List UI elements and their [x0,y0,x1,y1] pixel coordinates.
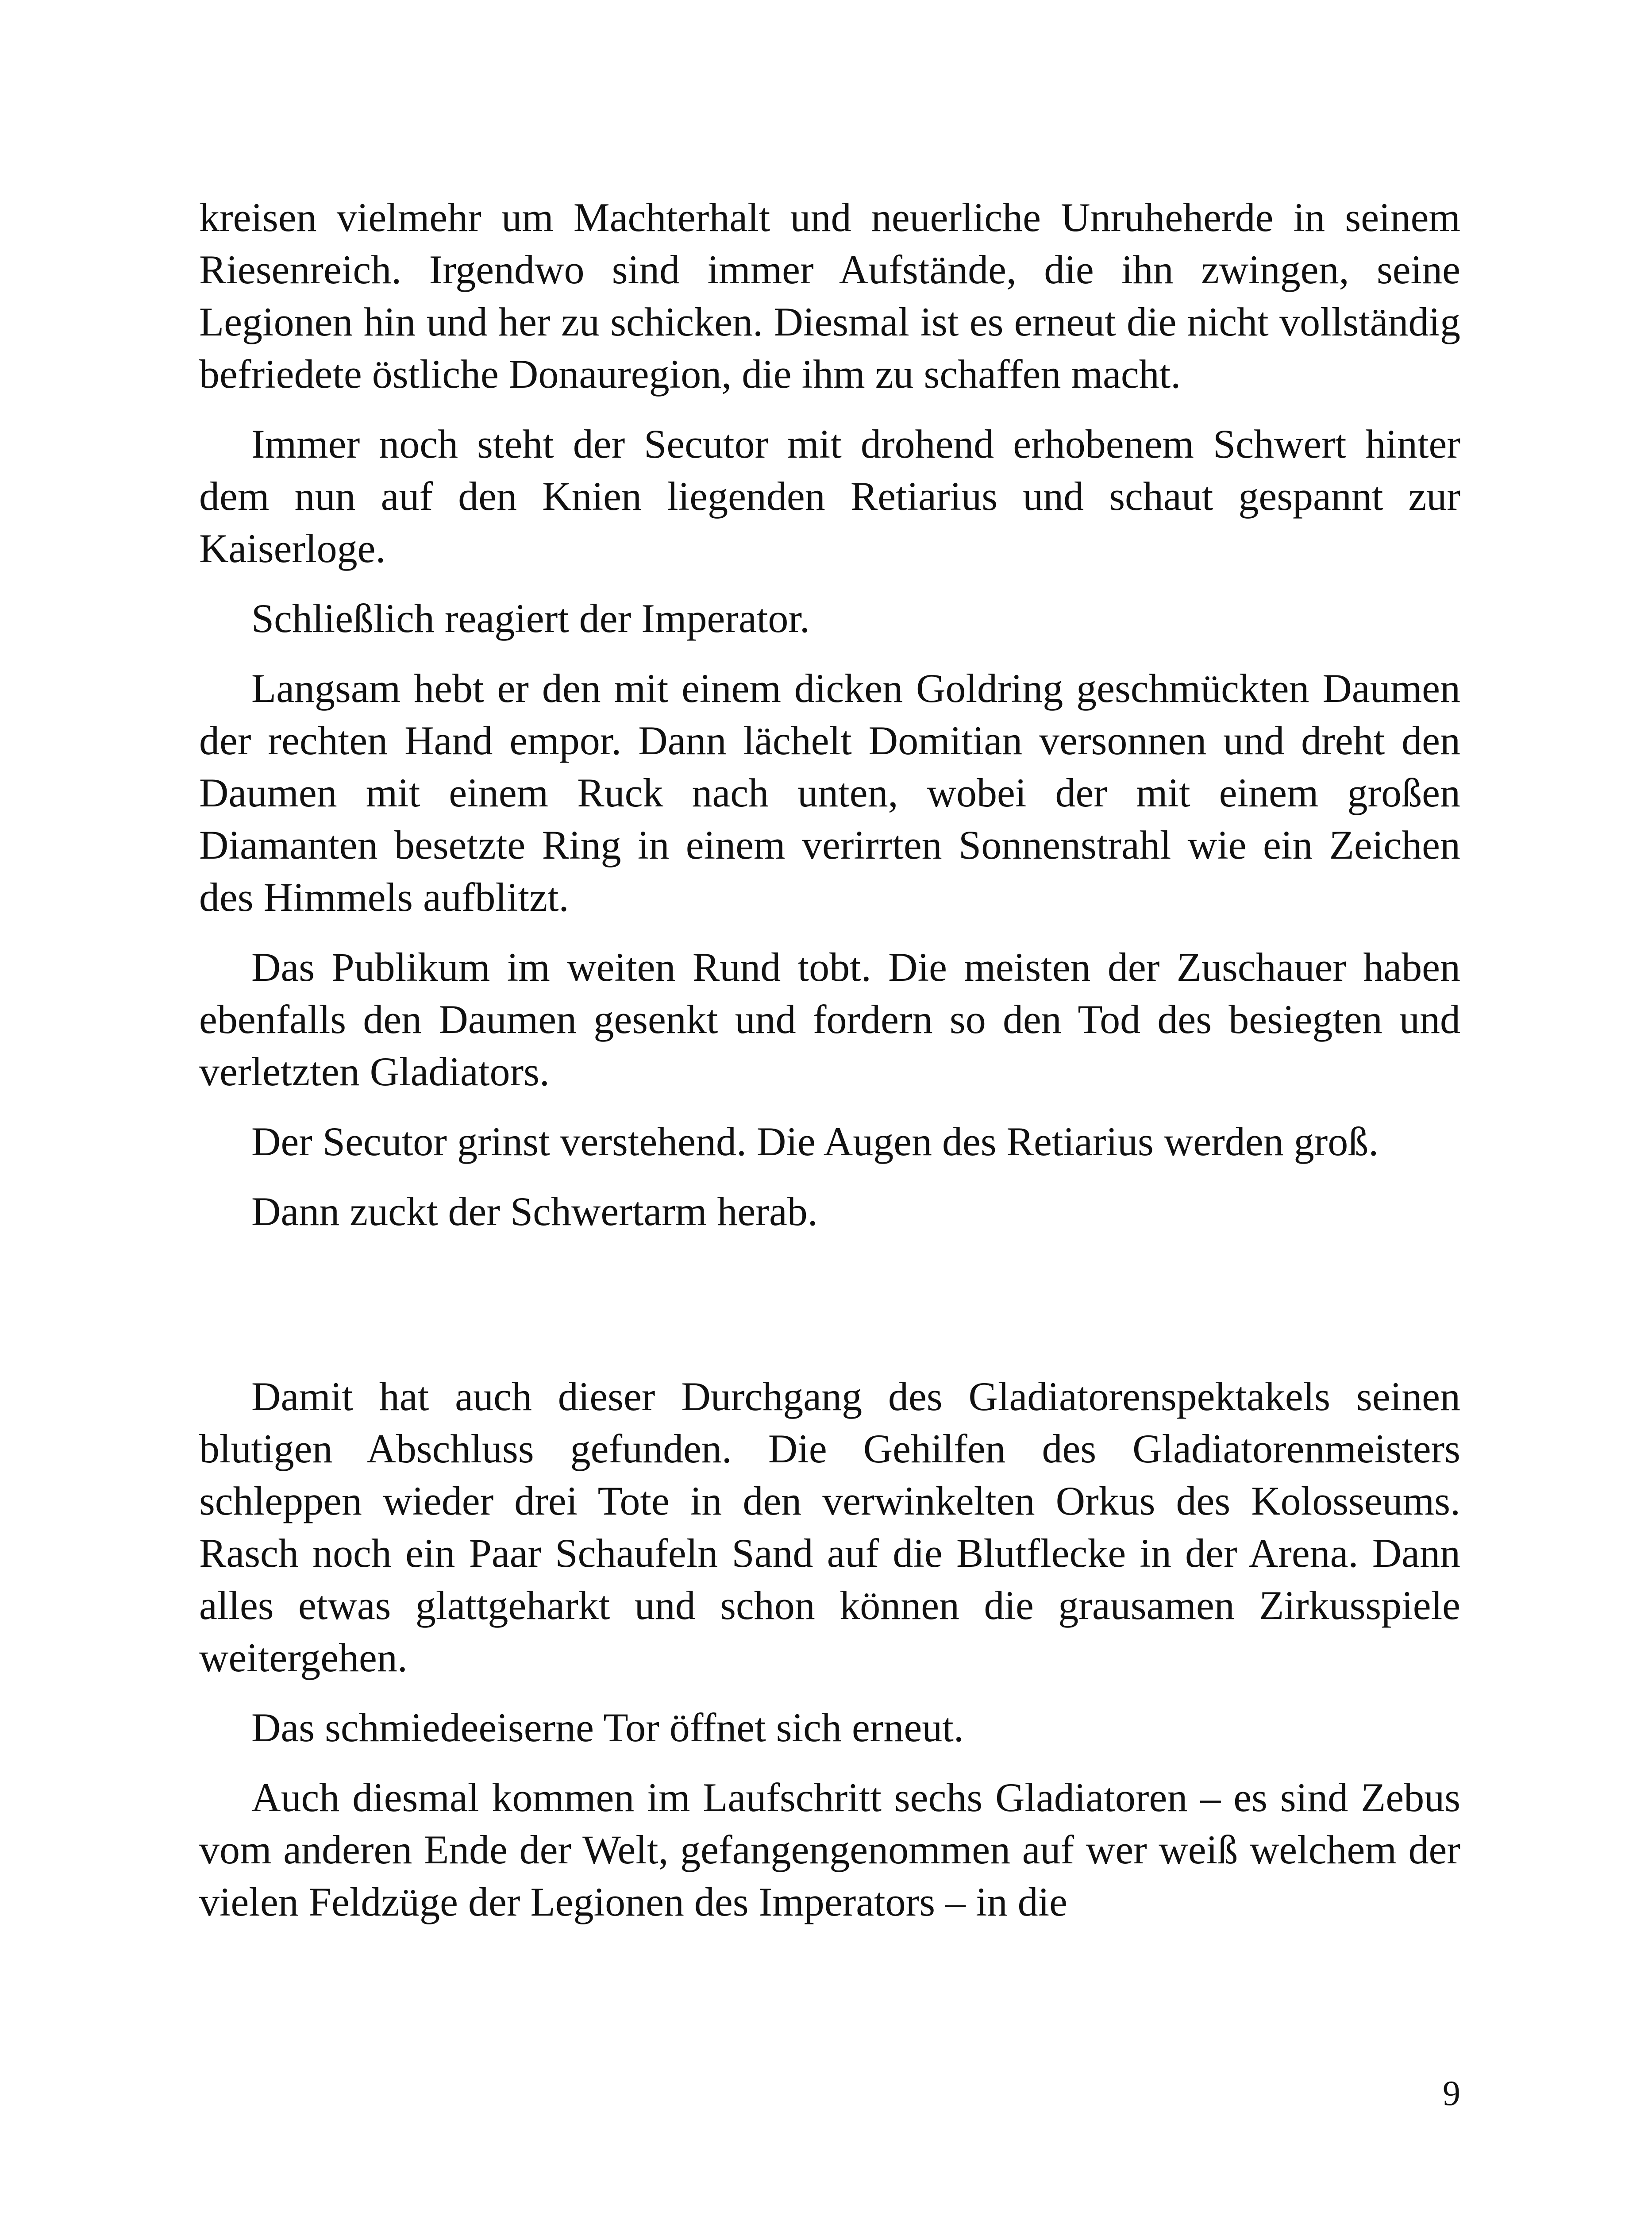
paragraph-4: Langsam hebt er den mit einem dicken Goldring geschmückten Daumen der rechten Hand empor. Dann lächelt Domitian versonnen und dreht den Daumen mit einem Ruck nach unten, wobei der mit einem großen Diamanten besetzte Ring in einem verirrten Sonnenstrahl wie ein Zeichen des Himmels aufblitzt. [199,666,1460,920]
paragraph-7: Dann zuckt der Schwertarm herab. [251,1189,818,1234]
paragraph-9: Das schmiedeeiserne Tor öffnet sich erneut. [251,1705,964,1750]
paragraph-10: Auch diesmal kommen im Laufschritt sechs Gladiatoren – es sind Zebus vom anderen Ende der Welt, gefangengenommen auf wer weiß welchem der vielen Feldzüge der Legionen des Imperators – in die [199,1775,1460,1924]
paragraph-1: kreisen vielmehr um Machterhalt und neuerliche Unruheherde in seinem Riesenreich. Irgendwo sind immer Aufstände, die ihn zwingen, seine Legionen hin und her zu schicken. Diesmal ist es erneut die nicht vollständig befriedete östliche Donauregion, die ihm zu schaffen macht. [199,195,1460,397]
paragraph-8: Damit hat auch dieser Durchgang des Gladiatorenspektakels seinen blutigen Abschluss gefunden. Die Gehilfen des Gladiatorenmeisters schleppen wieder drei Tote in den verwinkelten Orkus des Kolosseums. Rasch noch ein Paar Schaufeln Sand auf die Blutflecke in der Arena. Dann alles etwas glattgeharkt und schon können die grausamen Zirkusspiele weitergehen. [199,1374,1460,1680]
paragraph-2: Immer noch steht der Secutor mit drohend erhobenem Schwert hinter dem nun auf den Knien liegenden Retiarius und schaut gespannt zur Kaiserloge. [199,421,1460,571]
body-text [199,191,1460,1946]
paragraph-3: Schließlich reagiert der Imperator. [251,596,810,641]
paragraph-6: Der Secutor grinst verstehend. Die Augen des Retiarius werden groß. [251,1119,1379,1164]
paragraph-5: Das Publikum im weiten Rund tobt. Die meisten der Zuschauer haben ebenfalls den Daumen gesenkt und fordern so den Tod des besiegten und verletzten Gladiators. [199,945,1460,1094]
page-number: 9 [1443,2074,1460,2113]
